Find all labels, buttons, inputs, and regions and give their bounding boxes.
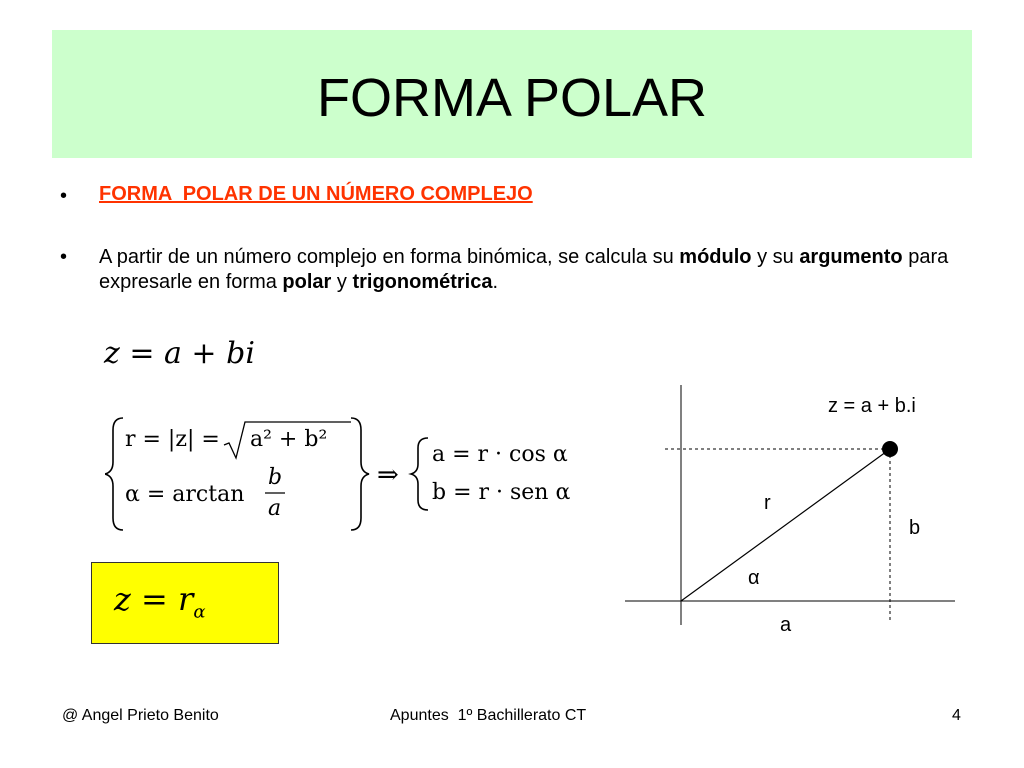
section-heading: FORMA POLAR DE UN NÚMERO COMPLEJO <box>99 183 533 205</box>
bullet-marker: • <box>60 185 68 207</box>
imaginary-part-label: b <box>909 517 921 539</box>
a-equation: a = r · cos α <box>432 442 568 467</box>
slide-title: FORMA POLAR <box>316 68 708 128</box>
term-trigonometrica: trigonométrica <box>352 271 493 293</box>
modulus-radicand: a² + b² <box>250 427 328 452</box>
footer-course: Apuntes 1º Bachillerato CT <box>390 707 587 724</box>
modulus-line <box>681 449 890 601</box>
text-run: A partir de un número complejo en forma binómica, se calcula su <box>99 246 680 268</box>
text-run: y <box>331 271 353 293</box>
complex-point <box>882 441 898 457</box>
term-argumento: argumento <box>799 246 903 268</box>
diagram-graphics <box>620 380 960 640</box>
argument-denominator: a <box>268 496 282 521</box>
equation-system <box>105 410 605 540</box>
polar-form-box <box>91 562 279 644</box>
b-equation: b = r · sen α <box>432 480 571 505</box>
polar-main: z = r <box>114 580 194 618</box>
argument-formula: α = arctan <box>125 482 245 507</box>
footer-author: @ Angel Prieto Benito <box>62 707 219 724</box>
argument-numerator: b <box>268 465 283 490</box>
term-modulo: módulo <box>679 246 752 268</box>
intro-paragraph <box>99 245 969 295</box>
point-label: z = a + b.i <box>828 395 916 417</box>
binomial-equation: z = a + bi <box>104 336 255 371</box>
polar-form-formula <box>114 580 205 622</box>
text-run: para expresarle en forma <box>99 246 949 293</box>
text-run: . <box>492 271 499 293</box>
term-polar: polar <box>282 271 332 293</box>
polar-subscript: α <box>193 601 206 623</box>
implies-arrow: ⇒ <box>377 460 399 490</box>
argand-diagram <box>620 380 960 640</box>
text-run: y su <box>751 246 800 268</box>
modulus-label: r <box>764 492 771 514</box>
real-part-label: a <box>780 614 792 636</box>
modulus-formula: r = |z| = <box>125 427 227 452</box>
footer-page-number: 4 <box>952 707 961 724</box>
bullet-marker: • <box>60 246 68 268</box>
angle-label: α <box>748 567 760 589</box>
